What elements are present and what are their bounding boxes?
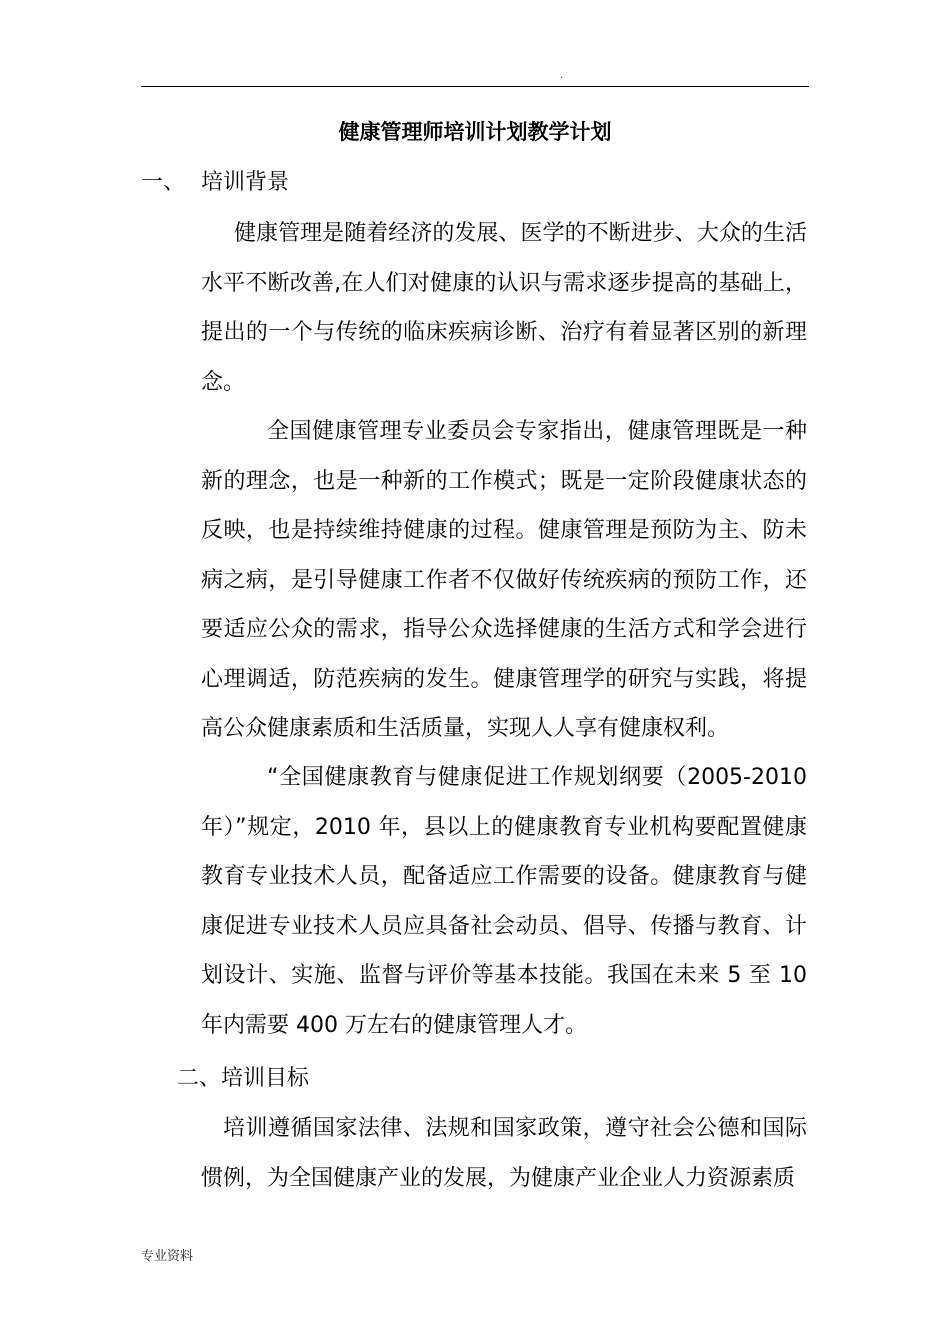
section-1-paragraph-1: 健康管理是随着经济的发展、医学的不断进步、大众的生活水平不断改善,在人们对健康的认识与需求逐步提高的基础上，提出的一个与传统的临床疾病诊断、治疗有着显著区别的新理念。 [201, 221, 807, 395]
footer-note: 专业资料 [141, 1249, 194, 1264]
section-1-paragraph-3: “全国健康教育与健康促进工作规划纲要（2005-2010年）”规定，2010 年，县以上的健康教育专业机构要配置健康教育专业技术人员，配备适应工作需要的设备。健康教育与健康促进专业技术人员应具备社会动员、倡导、传播与教育、计划设计、实施、监督与评价等基本技能。我国在未来 5 至 10年内需要 400 万左右的健康管理人才。 [201, 765, 807, 1038]
section-2-heading: 二、培训目标 [177, 1066, 310, 1091]
section-1-title: 培训背景 [201, 170, 290, 195]
header-mark: . [560, 70, 564, 81]
section-1-number: 一、 [141, 170, 186, 195]
header-rule [141, 86, 809, 87]
document-title: 健康管理师培训计划教学计划 [338, 120, 612, 144]
section-1-paragraph-2: 全国健康管理专业委员会专家指出，健康管理既是一种新的理念，也是一种新的工作模式；既是一定阶段健康状态的反映，也是持续维持健康的过程。健康管理是预防为主、防未病之病，是引导健康工作者不仅做好传统疾病的预防工作，还要适应公众的需求，指导公众选择健康的生活方式和学会进行心理调适，防范疾病的发生。健康管理学的研究与实践，将提高公众健康素质和生活质量，实现人人享有健康权利。 [201, 419, 807, 741]
section-2-paragraph-1: 培训遵循国家法律、法规和国家政策，遵守社会公德和国际惯例，为全国健康产业的发展，为健康产业企业人力资源素质 [201, 1116, 807, 1191]
section-1-heading [141, 168, 289, 198]
